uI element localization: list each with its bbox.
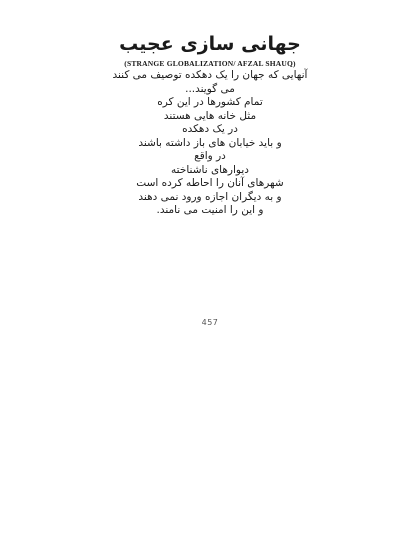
page-number: 457: [201, 318, 219, 327]
poem-line: و به دیگران اجازه ورود نمی دهند: [138, 190, 282, 203]
poem-line: می گویند...: [185, 82, 235, 95]
poem-line: آنهایی که جهان را یک دهکده توصیف می کنند: [112, 69, 308, 81]
poem-title: جهانی سازی عجیب: [119, 33, 301, 55]
poem-line: در واقع: [194, 150, 226, 162]
poem-line: دیوارهای ناشناخته: [171, 163, 249, 176]
poem-line: تمام کشورها در این کره: [157, 96, 263, 108]
poem-line: و این را امنیت می نامند.: [156, 204, 264, 216]
poem-body: [0, 69, 420, 218]
poem-line: و باید خیابان های باز داشته باشند: [138, 136, 282, 149]
poem-line: شهرهای آنان را احاطه کرده است: [136, 177, 284, 189]
poem-line: در یک دهکده: [182, 123, 238, 135]
poem-subtitle: (STRANGE GLOBALIZATION/ AFZAL SHAUQ): [124, 59, 296, 68]
poem-line: مثل خانه هایی هستند: [163, 109, 257, 122]
